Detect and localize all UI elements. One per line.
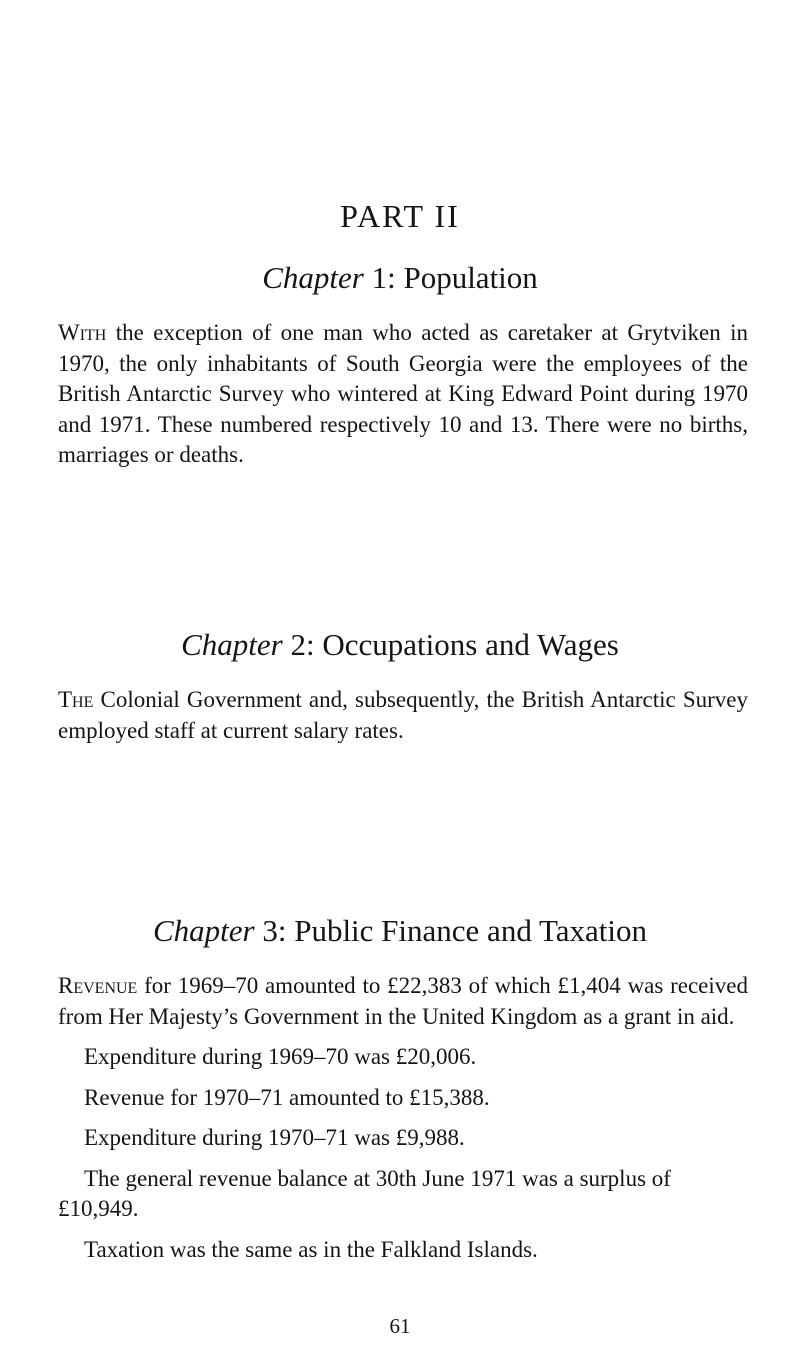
- chapter-3-heading: Chapter 3: Public Finance and Taxation: [152, 913, 648, 948]
- expenditure-1969-line: Expenditure during 1969–70 was £20,006.: [84, 1044, 477, 1069]
- chapter-1-number: 1: [371, 260, 388, 295]
- chapter-3-number: 3: [262, 913, 278, 948]
- chapter-1-heading: Chapter 1: Population: [262, 260, 538, 295]
- chapter-3-label: Chapter: [152, 913, 255, 948]
- chapter-1-text: the exception of one man who acted as caretaker at Grytviken in 1970, the only inhabitants of South Georgia were the employees of the British Antarctic Survey who wintered at King Edward Point during 1970 and 1971. These numbered respectively 10 and 13. There were no births, marriages or deaths.: [58, 320, 748, 467]
- chapter-2-number: 2: [290, 627, 306, 662]
- chapter-3-lead-word: Revenue: [58, 973, 138, 998]
- chapter-2-paragraph: [58, 685, 748, 746]
- chapter-1-body: [58, 318, 748, 471]
- part-title: PART II: [340, 198, 460, 234]
- chapter-2-heading: Chapter 2: Occupations and Wages: [181, 627, 619, 662]
- chapter-3-body: [58, 971, 748, 1265]
- revenue-1970-line: Revenue for 1970–71 amounted to £15,388.: [84, 1084, 490, 1110]
- page-number: 61: [389, 1314, 411, 1338]
- chapter-2-label: Chapter: [181, 627, 283, 662]
- chapter-1-title: Population: [403, 260, 538, 295]
- chapter-2-lead-word: The: [58, 687, 94, 712]
- revenue-balance-line: The general revenue balance at 30th June 1971 was a surplus of £10,949.: [58, 1165, 671, 1221]
- chapter-1-paragraph: [58, 318, 748, 471]
- taxation-line: Taxation was the same as in the Falkland Islands.: [84, 1236, 538, 1262]
- chapter-2-body: [58, 685, 748, 746]
- expenditure-1970-line: Expenditure during 1970–71 was £9,988.: [84, 1125, 465, 1150]
- chapter-2-text: Colonial Government and, subsequently, the British Antarctic Survey employed staff at current salary rates.: [58, 687, 748, 743]
- chapter-3-text: for 1969–70 amounted to £22,383 of which £1,404 was received from Her Majesty’s Government in the United Kingdom as a grant in aid.: [58, 973, 748, 1029]
- chapter-3-paragraph: [58, 971, 748, 1032]
- chapter-1-lead-word: With: [58, 320, 107, 345]
- chapter-3-title: Public Finance and Taxation: [294, 913, 648, 948]
- chapter-2-title: Occupations and Wages: [322, 627, 619, 662]
- chapter-1-label: Chapter: [262, 260, 364, 295]
